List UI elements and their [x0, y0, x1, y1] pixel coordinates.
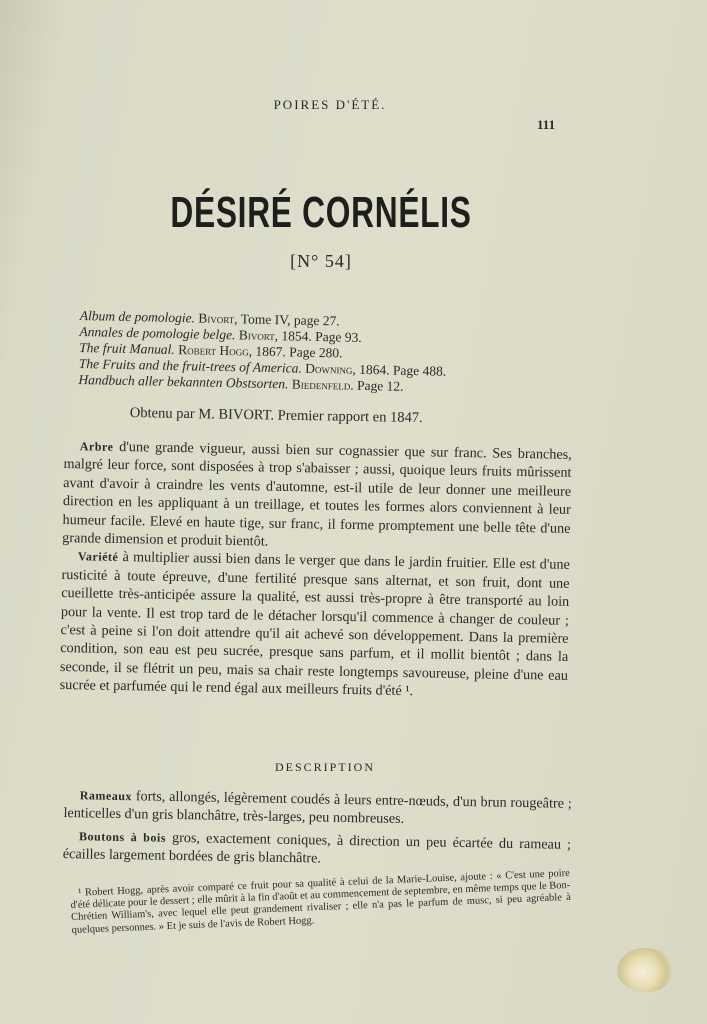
page-number: 111 [537, 117, 556, 132]
running-head: POIRES D'ÉTÉ. [273, 97, 387, 112]
reference-item: The Fruits and the fruit-trees of America. Downing, 1864. Page 488. [78, 355, 447, 379]
variety-number: [N° 54] [290, 251, 352, 271]
main-text [60, 437, 572, 704]
reference-list [78, 308, 550, 398]
paragraph-boutons: Boutons à bois gros, exactement coniques, à direction un peu écartée du rameau ; écailles largement bordées de gris blanchâtre. [62, 829, 572, 867]
page-title: DÉSIRÉ CORNÉLIS [170, 188, 472, 237]
reference-item: Annales de pomologie belge. Bivort, 1854. Page 93. [79, 323, 362, 345]
origin-note: Obtenu par M. BIVORT. Premier rapport en 1847. [129, 405, 423, 427]
paragraph-arbre: Arbre d'une grande vigueur, aussi bien sur cognassier que sur franc. Ses branches, malgré leur force, sont disposées à trop s'abaisser ; aussi, quoique leurs fruits mûrissent avant d'avoir à craindre les vents d'automne, est-il utile de leur donner une meilleure direction en les appliquant à un treillage, et toutes les formes alors conviennent à leur humeur facile. Elevé en haute tige, sur franc, il forme promptement une belle tête d'une grande dimension et produit bientôt. [62, 438, 572, 550]
reference-item: The fruit Manual. Robert Hogg, 1867. Page 280. [79, 339, 343, 361]
reference-item: Album de pomologie. Bivort, Tome IV, page 27. [79, 308, 340, 329]
paper-stain [617, 948, 675, 992]
section-heading: DESCRIPTION [274, 760, 375, 774]
paragraph-variete: Variété à multiplier aussi bien dans le verger que dans le jardin fruitier. Elle est d'une rusticité à toute épreuve, d'une fertilité presque sans alternat, et son fruit, dont une cueillette très-anticipée assure la qualité, est aussi très-propre à être transporté au loin pour la vente. Il est trop tard de le détacher lorsqu'il commence à changer de couleur ; c'est à peine si l'on doit attendre qu'il ait achevé son développement. Dans la première condition, son eau est peu sucrée, presque sans parfum, et il mollit bientôt ; dans la seconde, il se flétrit un peu, mais sa chair reste longtemps savoureuse, pleine d'une eau sucrée et parfumée qui le rend égal aux meilleurs fruits d'été ¹. [59, 549, 570, 700]
reference-item: Handbuch aller bekannten Obstsorten. Biedenfeld. Page 12. [78, 371, 404, 394]
footnote: ¹ Robert Hogg, après avoir comparé ce fruit pour sa qualité à celui de la Marie-Louise, ajoute : « C'est une poire d'été délicate pour le dessert ; elle mûrit à la fin d'août et au commencement de septembre, en même temps que le Bon-Chrétien William's, avec lequel elle peut grandement rivaliser ; elle n'a pas le parfum de musc, si peu agréable à quelques personnes. » Et je suis de l'avis de Robert Hogg. [70, 867, 572, 936]
description-text [63, 786, 572, 872]
paragraph-rameaux: Rameaux forts, allongés, légèrement coudés à leurs entre-nœuds, d'un brun rougeâtre ; lenticelles d'un gris blanchâtre, très-larges, peu nombreuses. [63, 788, 572, 828]
